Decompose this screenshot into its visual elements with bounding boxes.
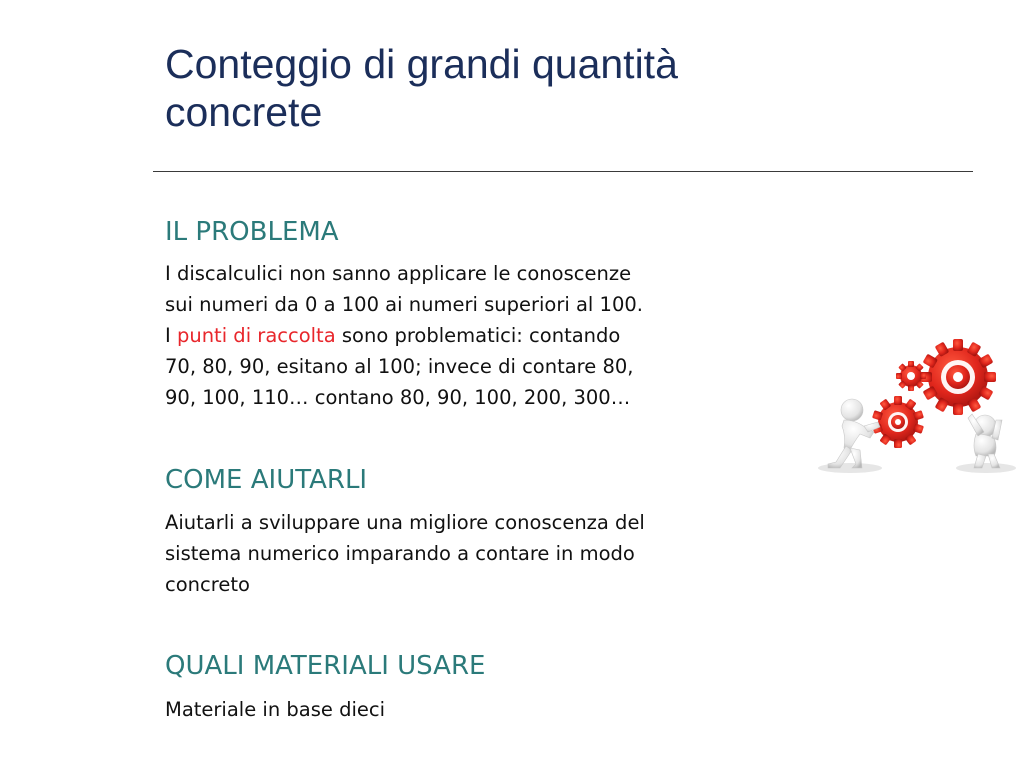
body-help — [165, 507, 805, 600]
help-line-2: sistema numerico imparando a contare in modo — [165, 542, 635, 565]
problem-line-3-suffix: sono problematici: contando — [335, 324, 621, 347]
problem-line-1: I discalculici non sanno applicare le conoscenze — [165, 262, 632, 285]
materials-line-1: Materiale in base dieci — [165, 698, 386, 721]
heading-help: COME AIUTARLI — [165, 465, 368, 495]
heading-problem: IL PROBLEMA — [165, 217, 339, 247]
gears-with-figures-icon — [808, 322, 1024, 492]
problem-line-5: 90, 100, 110… contano 80, 90, 100, 200, 300… — [165, 386, 631, 409]
problem-line-3 — [165, 320, 805, 351]
problem-line-2: sui numeri da 0 a 100 ai numeri superiori al 100. — [165, 293, 643, 316]
help-line-3: concreto — [165, 573, 250, 596]
body-problem — [165, 258, 805, 413]
slide-title — [165, 40, 925, 136]
title-line-2: concrete — [165, 89, 323, 135]
title-divider — [153, 171, 973, 172]
problem-line-3-prefix: I — [165, 324, 177, 347]
problem-line-4: 70, 80, 90, esitano al 100; invece di contare 80, — [165, 355, 634, 378]
help-line-1: Aiutarli a sviluppare una migliore conoscenza del — [165, 511, 645, 534]
title-line-1: Conteggio di grandi quantità — [165, 41, 678, 87]
collection-points-highlight: punti di raccolta — [176, 324, 336, 347]
heading-materials: QUALI MATERIALI USARE — [165, 651, 486, 681]
body-materials — [165, 694, 805, 725]
